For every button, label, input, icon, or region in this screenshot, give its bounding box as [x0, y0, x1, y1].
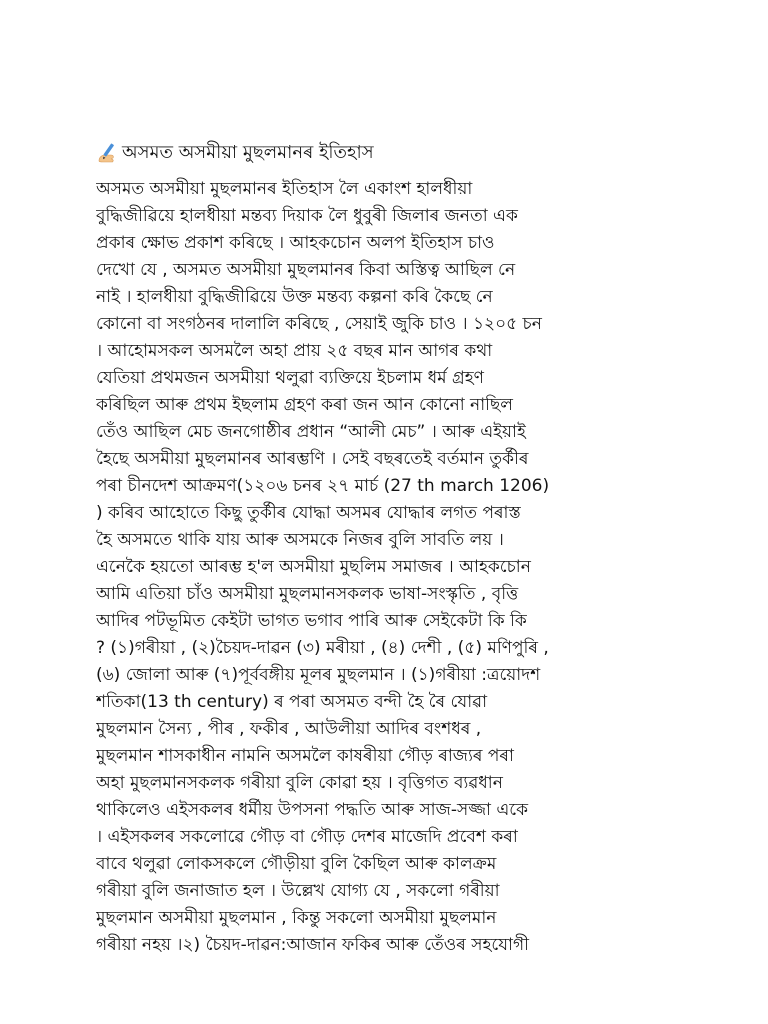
body-line: থাকিলেও এইসকলৰ ধৰ্মীয় উপসনা পদ্ধতি আৰু সাজ-সজ্জা একে: [96, 800, 529, 820]
body-line: অহা মুছলমানসকলক গৰীয়া বুলি কোৱা হয় । বৃত্তিগত ব্যৱধান: [96, 773, 503, 793]
body-line: মুছলমান অসমীয়া মুছলমান , কিন্তু সকলো অসমীয়া মুছলমান: [96, 908, 497, 928]
body-line: গৰীয়া বুলি জনাজাত হল । উল্লেখ যোগ্য যে , সকলো গৰীয়া: [96, 881, 500, 901]
body-line: হৈ অসমতে থাকি যায় আৰু অসমকে নিজৰ বুলি সাবতি লয় ।: [96, 530, 504, 550]
body-line: (৬) জোলা আৰু (৭)পূৰ্ববঙ্গীয় মূলৰ মুছলমান । (১)গৰীয়া :ত্ৰয়োদশ: [96, 665, 541, 685]
body-line: যেতিয়া প্ৰথমজন অসমীয়া থলুৱা ব্যক্তিয়ে ইচলাম ধৰ্ম গ্ৰহণ: [96, 368, 484, 388]
body-line: দেখো যে , অসমত অসমীয়া মুছলমানৰ কিবা অস্তিত্ব আছিল নে: [96, 260, 516, 280]
body-line: আমি এতিয়া চাঁও অসমীয়া মুছলমানসকলক ভাষা-সংস্কৃতি , বৃত্তি: [96, 584, 519, 604]
body-line: অসমত অসমীয়া মুছলমানৰ ইতিহাস লৈ একাংশ হালধীয়া: [96, 179, 473, 199]
body-line: মুছলমান শাসকাধীন নামনি অসমলৈ কাষৰীয়া গৌড় ৰাজ্যৰ পৰা: [96, 746, 514, 766]
body-line: প্ৰকাৰ ক্ষোভ প্ৰকাশ কৰিছে । আহকচোন অলপ ইতিহাস চাও: [96, 233, 495, 253]
article-heading: [96, 140, 374, 166]
body-line: মুছলমান সৈন্য , পীৰ , ফকীৰ , আউলীয়া আদিৰ বংশধৰ ,: [96, 719, 482, 739]
body-line: বাবে থলুৱা লোকসকলে গৌড়ীয়া বুলি কৈছিল আৰু কালক্ৰম: [96, 854, 497, 874]
body-line: আদিৰ পটভূমিত কেইটা ভাগত ভগাব পাৰি আৰু সেইকেটা কি কি: [96, 611, 527, 631]
body-line: বুদ্ধিজীৱিয়ে হালধীয়া মন্তব্য দিয়াক লৈ ধুবুৰী জিলাৰ জনতা এক: [96, 206, 518, 226]
body-line: পৰা চীনদেশ আক্ৰমণ(১২০৬ চনৰ ২৭ মাৰ্চ (27 th march 1206): [96, 476, 550, 496]
body-line: তেঁও আছিল মেচ জনগোষ্ঠীৰ প্ৰধান “আলী মেচ” । আৰু এইয়াই: [96, 422, 526, 442]
writing-hand-icon: [96, 141, 120, 165]
body-line: । এইসকলৰ সকলোৱে গৌড় বা গৌড় দেশৰ মাজেদি প্ৰবেশ কৰা: [96, 827, 518, 847]
body-line: এনেকৈ হয়তো আৰম্ভ হ'ল অসমীয়া মুছলিম সমাজৰ । আহকচোন: [96, 557, 531, 577]
body-line: ) কৰিব আহোতে কিছু তুৰ্কীৰ যোদ্ধা অসমৰ যোদ্ধাৰ লগত পৰাস্ত: [96, 503, 521, 523]
body-line: হৈছে অসমীয়া মুছলমানৰ আৰম্ভণি । সেই বছৰতেই বৰ্তমান তুৰ্কীৰ: [96, 449, 529, 469]
body-line: কোনো বা সংগঠনৰ দালালি কৰিছে , সেয়াই জুকি চাও । ১২০৫ চন: [96, 314, 542, 334]
article-title: অসমত অসমীয়া মুছলমানৰ ইতিহাস: [122, 142, 374, 163]
article-body: [96, 176, 696, 959]
body-line: । আহোমসকল অসমলৈ অহা প্ৰায় ২৫ বছৰ মান আগৰ কথা: [96, 341, 493, 361]
body-line: শতিকা(13 th century) ৰ পৰা অসমত বন্দী হৈ ৰৈ যোৱা: [96, 692, 488, 712]
body-line: নাই । হালধীয়া বুদ্ধিজীৱিয়ে উক্ত মন্তব্য কল্পনা কৰি কৈছে নে: [96, 287, 493, 307]
body-line: ? (১)গৰীয়া , (২)চৈয়দ-দাৱন (৩) মৰীয়া , (৪) দেশী , (৫) মণিপুৰি ,: [96, 638, 549, 658]
body-line: গৰীয়া নহয় ।২) চৈয়দ-দাৱন:আজান ফকিৰ আৰু তেঁওৰ সহযোগী: [96, 935, 529, 955]
body-line: কৰিছিল আৰু প্ৰথম ইছলাম গ্ৰহণ কৰা জন আন কোনো নাছিল: [96, 395, 513, 415]
